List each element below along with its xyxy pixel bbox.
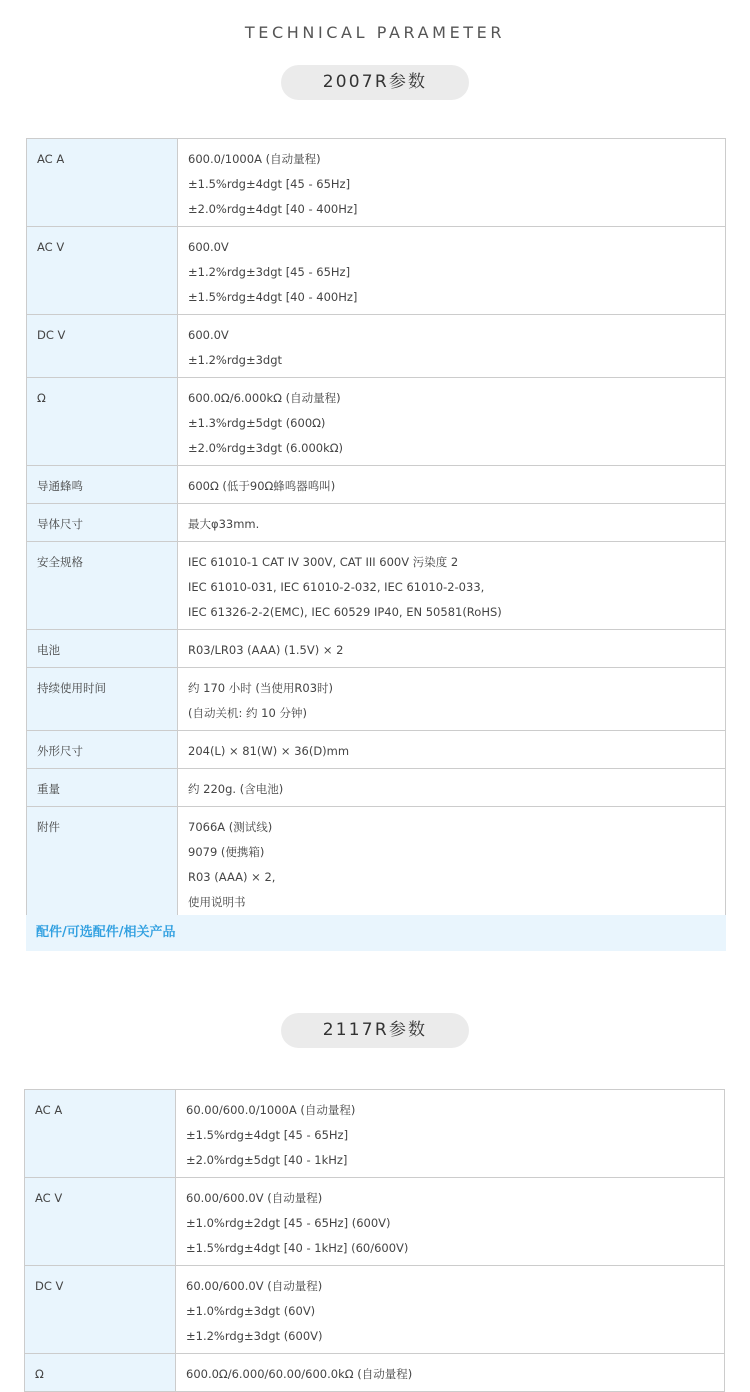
spec-value-line: 600.0V	[188, 328, 229, 342]
spec-value-line: 7066A (测试线)	[188, 820, 273, 834]
spec-value	[176, 1266, 725, 1354]
spec-value	[178, 139, 726, 227]
spec-value-line: ±2.0%rdg±3dgt (6.000kΩ)	[188, 441, 344, 455]
spec-label: 导体尺寸	[27, 504, 178, 542]
spec-value	[176, 1090, 725, 1178]
spec-row	[25, 1266, 725, 1354]
spec-table-2117r	[24, 1089, 725, 1392]
spec-value-line: 600.0/1000A (自动量程)	[188, 152, 321, 166]
spec-value	[178, 731, 726, 769]
spec-label: AC V	[27, 227, 178, 315]
spec-value-line: IEC 61010-1 CAT IV 300V, CAT III 600V 污染度 2	[188, 555, 459, 569]
spec-value-line: ±1.0%rdg±2dgt [45 - 65Hz] (600V)	[186, 1216, 391, 1230]
spec-value-line: ±2.0%rdg±4dgt [40 - 400Hz]	[188, 202, 358, 216]
spec-row	[27, 769, 726, 807]
spec-value	[178, 315, 726, 378]
spec-value-line: ±2.0%rdg±5dgt [40 - 1kHz]	[186, 1153, 348, 1167]
spec-value-line: 600Ω (低于90Ω蜂鸣器鸣叫)	[188, 479, 336, 493]
spec-value	[178, 668, 726, 731]
model-2117r-heading: 2117R参数	[281, 1013, 469, 1048]
spec-value-line: ±1.5%rdg±4dgt [45 - 65Hz]	[186, 1128, 349, 1142]
spec-value-line: 600.0Ω/6.000/60.00/600.0kΩ (自动量程)	[186, 1367, 413, 1381]
spec-row	[27, 731, 726, 769]
spec-value	[178, 378, 726, 466]
spec-row	[27, 504, 726, 542]
spec-value	[178, 630, 726, 668]
spec-value-line: (自动关机: 约 10 分钟)	[188, 706, 307, 720]
spec-row	[25, 1354, 725, 1392]
spec-value-line: 600.0Ω/6.000kΩ (自动量程)	[188, 391, 341, 405]
spec-value	[178, 466, 726, 504]
spec-value-line: ±1.3%rdg±5dgt (600Ω)	[188, 416, 326, 430]
spec-label: AC A	[27, 139, 178, 227]
spec-value	[176, 1178, 725, 1266]
spec-row	[27, 542, 726, 630]
spec-value-line: 使用说明书	[188, 895, 246, 909]
spec-row	[25, 1178, 725, 1266]
spec-row	[27, 630, 726, 668]
spec-label: Ω	[27, 378, 178, 466]
spec-value	[178, 227, 726, 315]
spec-value-line: ±1.5%rdg±4dgt [40 - 400Hz]	[188, 290, 358, 304]
spec-value-line: 约 220g. (含电池)	[188, 782, 284, 796]
spec-value-line: 9079 (便携箱)	[188, 845, 265, 859]
accessories-link[interactable]: 配件/可选配件/相关产品	[26, 915, 726, 951]
spec-value-line: ±1.5%rdg±4dgt [40 - 1kHz] (60/600V)	[186, 1241, 409, 1255]
spec-value-line: 60.00/600.0V (自动量程)	[186, 1279, 323, 1293]
spec-label: 外形尺寸	[27, 731, 178, 769]
spec-row	[27, 139, 726, 227]
spec-value-line: 600.0V	[188, 240, 229, 254]
spec-row	[27, 315, 726, 378]
spec-label: Ω	[25, 1354, 176, 1392]
spec-label: 安全规格	[27, 542, 178, 630]
spec-value-line: 最大φ33mm.	[188, 517, 260, 531]
spec-label: DC V	[25, 1266, 176, 1354]
spec-row	[27, 227, 726, 315]
section-subtitle: TECHNICAL PARAMETER	[244, 23, 506, 42]
section-title-cut	[0, 0, 750, 2]
spec-label: 电池	[27, 630, 178, 668]
spec-label: AC A	[25, 1090, 176, 1178]
spec-label: 附件	[27, 807, 178, 920]
spec-value-line: ±1.0%rdg±3dgt (60V)	[186, 1304, 316, 1318]
spec-value-line: 60.00/600.0/1000A (自动量程)	[186, 1103, 356, 1117]
spec-label: 导通蜂鸣	[27, 466, 178, 504]
spec-value-line: ±1.5%rdg±4dgt [45 - 65Hz]	[188, 177, 351, 191]
spec-value-line: 60.00/600.0V (自动量程)	[186, 1191, 323, 1205]
spec-row	[27, 807, 726, 920]
spec-row	[27, 668, 726, 731]
spec-table-2007r	[26, 138, 726, 920]
spec-value-line: 约 170 小时 (当使用R03时)	[188, 681, 334, 695]
model-2007r-heading: 2007R参数	[281, 65, 469, 100]
spec-row	[27, 378, 726, 466]
spec-value-line: ±1.2%rdg±3dgt	[188, 353, 283, 367]
spec-label: DC V	[27, 315, 178, 378]
spec-label: 重量	[27, 769, 178, 807]
spec-row	[25, 1090, 725, 1178]
spec-label: 持续使用时间	[27, 668, 178, 731]
spec-value	[178, 807, 726, 920]
spec-value	[178, 769, 726, 807]
spec-value-line: ±1.2%rdg±3dgt (600V)	[186, 1329, 323, 1343]
spec-value	[178, 504, 726, 542]
spec-value-line: IEC 61010-031, IEC 61010-2-032, IEC 61010-2-033,	[188, 580, 485, 594]
spec-label: AC V	[25, 1178, 176, 1266]
spec-value	[176, 1354, 725, 1392]
spec-value-line: ±1.2%rdg±3dgt [45 - 65Hz]	[188, 265, 351, 279]
spec-value-line: 204(L) × 81(W) × 36(D)mm	[188, 744, 350, 758]
spec-value-line: R03/LR03 (AAA) (1.5V) × 2	[188, 643, 344, 657]
spec-value	[178, 542, 726, 630]
spec-row	[27, 466, 726, 504]
spec-value-line: IEC 61326-2-2(EMC), IEC 60529 IP40, EN 50581(RoHS)	[188, 605, 502, 619]
spec-value-line: R03 (AAA) × 2,	[188, 870, 276, 884]
